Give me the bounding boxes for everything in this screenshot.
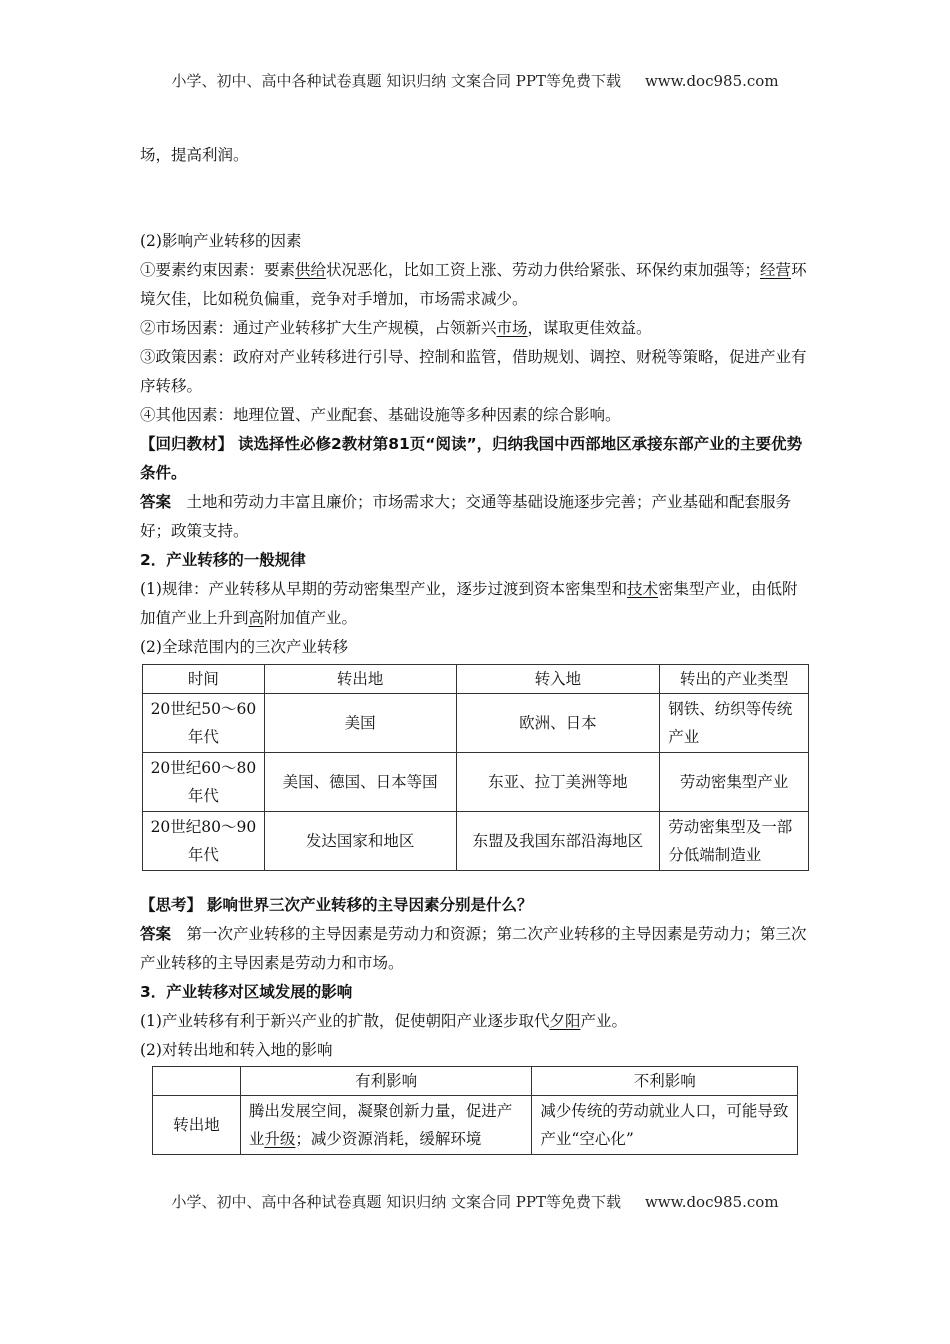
table-header-cell: 有利影响 [240, 1067, 532, 1096]
answer-2 [140, 920, 810, 978]
table-header-cell [153, 1067, 241, 1096]
industry-transfer-table [142, 664, 809, 871]
textbook-review-label: 【回归教材】 [140, 435, 234, 453]
table-row [143, 812, 809, 871]
answer-label: 答案 [140, 493, 172, 511]
table-cell: 钢铁、纺织等传统产业 [660, 694, 809, 753]
factor-1-text-b: 状况恶化，比如工资上涨、劳动力供给紧张、环保约束加强等； [326, 261, 761, 279]
table-header-row [153, 1067, 798, 1096]
answer-2-text: 第一次产业转移的主导因素是劳动力和资源；第二次产业转移的主导因素是劳动力；第三次产业转移的主导因素是劳动力和市场。 [140, 925, 807, 972]
table-cell: 转出地 [153, 1096, 241, 1155]
table-row [153, 1096, 798, 1155]
table-cell [240, 1096, 532, 1155]
rule-1 [140, 575, 810, 633]
table-cell: 20世纪50～60年代 [143, 694, 265, 753]
positive-text-b: ；减少资源消耗，缓解环境 [295, 1130, 482, 1148]
section-heading-factors: (2)影响产业转移的因素 [140, 232, 302, 250]
factor-3: ③政策因素：政府对产业转移进行引导、控制和监管，借助规划、调控、财税等策略，促进产业有序转移。 [140, 348, 807, 395]
table-cell: 东亚、拉丁美洲等地 [456, 753, 660, 812]
answer-1 [140, 488, 810, 546]
table-cell: 劳动密集型及一部分低端制造业 [660, 812, 809, 871]
underlined-term: 技术 [626, 580, 658, 598]
rule-1-text-a: (1)规律：产业转移从早期的劳动密集型产业，逐步过渡到资本密集型和 [140, 580, 627, 598]
table-cell: 发达国家和地区 [264, 812, 456, 871]
underlined-term: 夕阳 [549, 1012, 581, 1030]
table-cell: 美国 [264, 694, 456, 753]
answer-label: 答案 [140, 925, 172, 943]
page-footer [0, 1191, 950, 1212]
table-row [143, 694, 809, 753]
table-header-row [143, 665, 809, 694]
continued-paragraph: 场，提高利润。 [140, 146, 249, 164]
effect-2: (2)对转出地和转入地的影响 [140, 1041, 333, 1059]
footer-url: www.doc985.com [644, 1193, 779, 1211]
think-question [140, 891, 810, 920]
section-heading-effects: 3．产业转移对区域发展的影响 [140, 983, 353, 1001]
impact-table [152, 1066, 798, 1155]
table-cell: 劳动密集型产业 [660, 753, 809, 812]
textbook-review-question: 读选择性必修2教材第81页“阅读”，归纳我国中西部地区承接东部产业的主要优势条件。 [140, 435, 803, 482]
table-cell: 欧洲、日本 [456, 694, 660, 753]
underlined-term: 升级 [264, 1130, 296, 1148]
factor-1 [140, 256, 810, 314]
table-row [143, 753, 809, 812]
footer-text: 小学、初中、高中各种试卷真题 知识归纳 文案合同 PPT等免费下载 [171, 1193, 621, 1211]
table-cell: 20世纪60～80年代 [143, 753, 265, 812]
page-header [0, 70, 950, 91]
spacer [140, 871, 810, 891]
rule-1-text-c: 附加值产业。 [264, 609, 358, 627]
section-heading-rules: 2．产业转移的一般规律 [140, 551, 306, 569]
table-header-cell: 转出的产业类型 [660, 665, 809, 694]
table-header-cell: 不利影响 [532, 1067, 798, 1096]
effect-1 [140, 1007, 810, 1036]
textbook-review [140, 430, 810, 488]
table-cell: 减少传统的劳动就业人口，可能导致产业“空心化” [532, 1096, 798, 1155]
underlined-term: 市场 [496, 319, 528, 337]
factor-4: ④其他因素：地理位置、产业配套、基础设施等多种因素的综合影响。 [140, 406, 621, 424]
underlined-term: 高 [248, 609, 265, 627]
spacer [140, 170, 810, 227]
effect-1-text-b: 产业。 [580, 1012, 627, 1030]
factor-2-text-b: ，谋取更佳效益。 [527, 319, 652, 337]
header-text: 小学、初中、高中各种试卷真题 知识归纳 文案合同 PPT等免费下载 [171, 72, 621, 90]
table-cell: 20世纪80～90年代 [143, 812, 265, 871]
table-header-cell: 转入地 [456, 665, 660, 694]
table-header-cell: 转出地 [264, 665, 456, 694]
table-header-cell: 时间 [143, 665, 265, 694]
rule-1-text-b: 密集型产业，由低附加值产业上升到 [140, 580, 798, 627]
factor-1-text-a: ①要素约束因素：要素 [140, 261, 296, 279]
think-question-text: 影响世界三次产业转移的主导因素分别是什么？ [206, 896, 533, 914]
underlined-term: 经营 [760, 261, 792, 279]
table-cell: 美国、德国、日本等国 [264, 753, 456, 812]
factor-2-text-a: ②市场因素：通过产业转移扩大生产规模，占领新兴 [140, 319, 497, 337]
underlined-term: 供给 [295, 261, 327, 279]
factor-2 [140, 314, 810, 343]
effect-1-text-a: (1)产业转移有利于新兴产业的扩散，促使朝阳产业逐步取代 [140, 1012, 550, 1030]
rule-2: (2)全球范围内的三次产业转移 [140, 638, 348, 656]
header-url: www.doc985.com [644, 72, 779, 90]
document-body [140, 141, 810, 1155]
answer-1-text: 土地和劳动力丰富且廉价；市场需求大；交通等基础设施逐步完善；产业基础和配套服务好；政策支持。 [140, 493, 792, 540]
factor-1-text-c: 环境欠佳，比如税负偏重，竞争对手增加，市场需求减少。 [140, 261, 807, 308]
think-label: 【思考】 [140, 896, 203, 914]
positive-text-a: 腾出发展空间，凝聚创新力量，促进产业 [248, 1102, 513, 1148]
table-cell: 东盟及我国东部沿海地区 [456, 812, 660, 871]
